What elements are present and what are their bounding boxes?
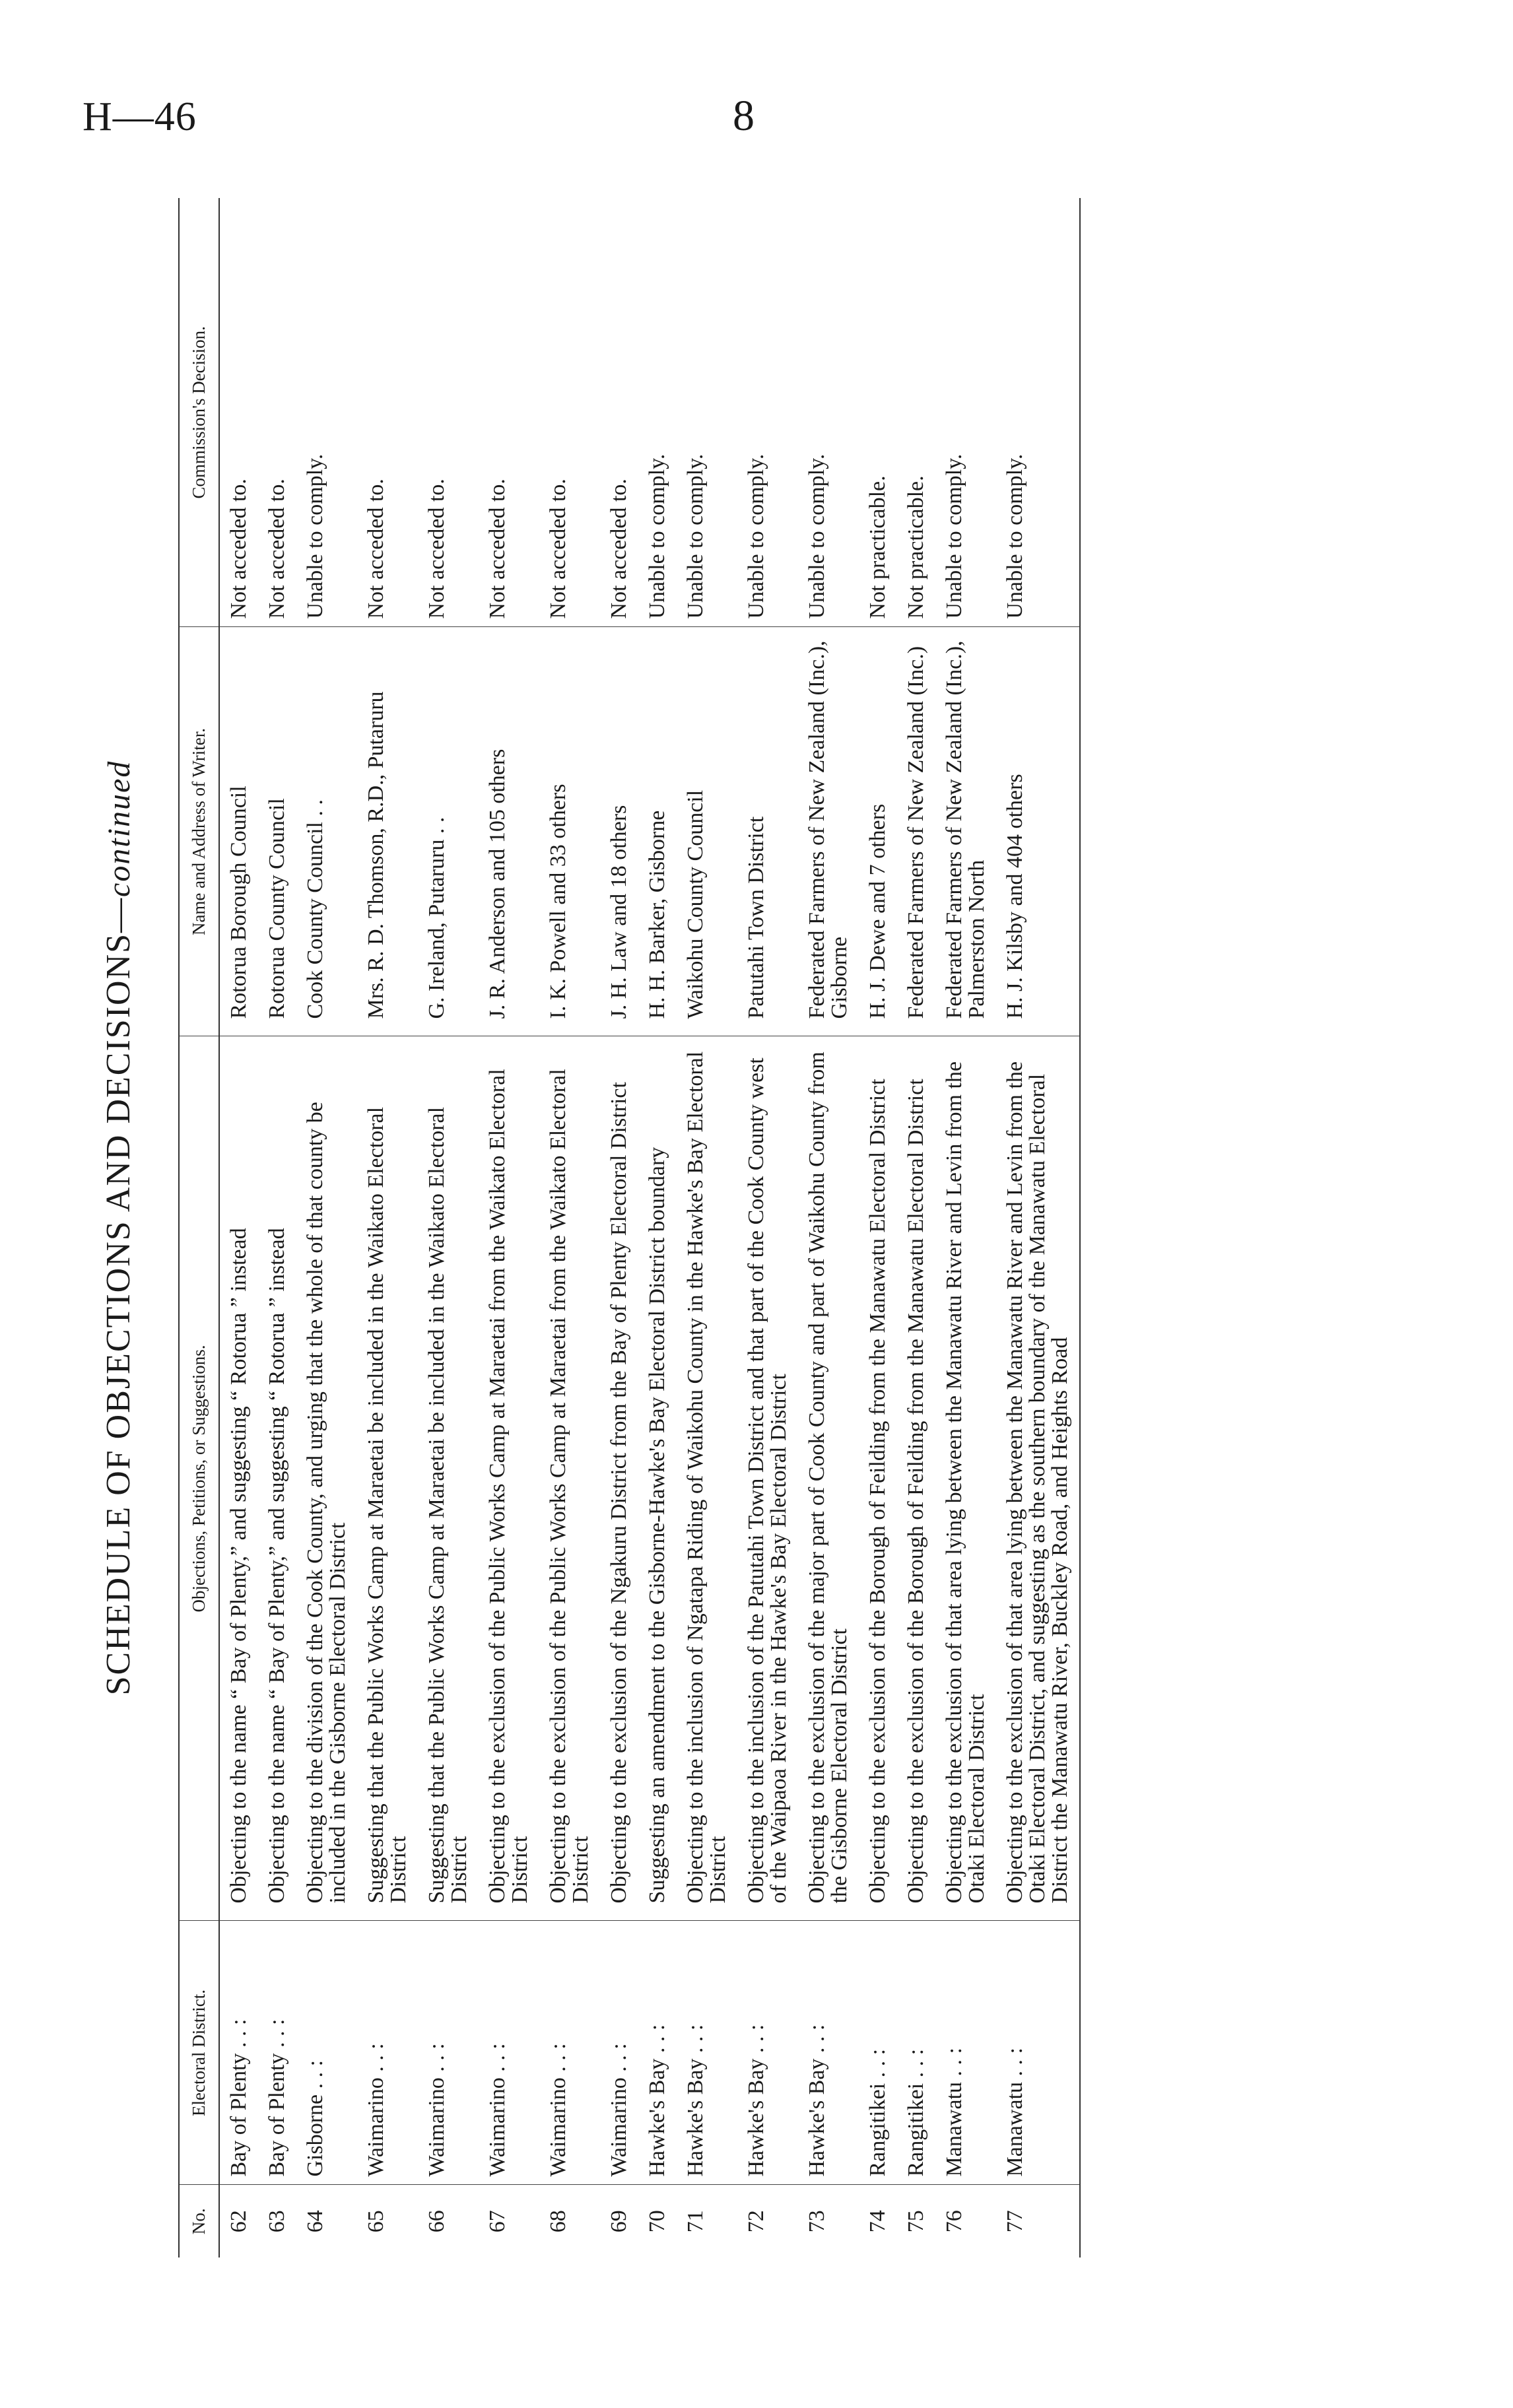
cell-no: 75 [904,2210,928,2233]
cell-district: Bay of Plenty . . : [258,1921,296,2185]
table-body [219,198,1080,2258]
cell-objection: Suggesting that the Public Works Camp at Maraetai be included in the Waikato Electoral District [418,1036,479,1921]
cell-no: 67 [485,2210,510,2233]
table-row [798,198,859,2258]
cell-district: Hawke's Bay . . : [798,1921,859,2185]
cell-no: 65 [364,2210,388,2233]
cell-district: Manawatu . . : [996,1921,1080,2185]
cell-objection: Objecting to the division of the Cook County, and urging that the whole of that county be included in the Gisborne Electoral District [296,1036,357,1921]
column-header-no: No. [179,2185,219,2258]
cell-writer: Federated Farmers of New Zealand (Inc.), Gisborne [798,627,859,1036]
cell-no: 72 [744,2210,768,2233]
cell-writer: Cook County Council . . [296,627,357,1036]
table-row [677,198,737,2258]
document-code: H—46 [83,94,197,139]
column-header-writer: Name and Address of Writer. [179,627,219,1036]
cell-writer: G. Ireland, Putaruru . . [418,627,479,1036]
cell-district: Waimarino . . : [418,1921,479,2185]
table-header-row [179,198,219,2258]
cell-decision: Not practicable. [897,198,935,627]
cell-district: Waimarino . . : [357,1921,418,2185]
cell-decision: Unable to comply. [935,198,996,627]
cell-objection: Suggesting an amendment to the Gisborne-Hawke's Bay Electoral District boundary [638,1036,677,1921]
table-row [296,198,357,2258]
cell-objection: Objecting to the exclusion of the Borough of Feilding from the Manawatu Electoral District [897,1036,935,1921]
schedule-title [99,198,138,2258]
column-header-decision: Commission's Decision. [179,198,219,627]
table-row [897,198,935,2258]
table-row [357,198,418,2258]
cell-objection: Suggesting that the Public Works Camp at Maraetai be included in the Waikato Electoral District [357,1036,418,1921]
cell-decision: Unable to comply. [677,198,737,627]
cell-decision: Not acceded to. [539,198,600,627]
cell-district: Hawke's Bay . . : [638,1921,677,2185]
cell-objection: Objecting to the inclusion of Ngatapa Riding of Waikohu County in the Hawke's Bay Electoral District [677,1036,737,1921]
cell-no: 63 [265,2210,289,2233]
cell-district: Hawke's Bay . . : [737,1921,798,2185]
cell-district: Waimarino . . : [479,1921,539,2185]
cell-writer: Federated Farmers of New Zealand (Inc.) [897,627,935,1036]
cell-writer: Patutahi Town District [737,627,798,1036]
cell-writer: J. H. Law and 18 others [600,627,638,1036]
cell-no: 69 [607,2210,631,2233]
cell-decision: Unable to comply. [798,198,859,627]
cell-district: Waimarino . . : [600,1921,638,2185]
cell-no: 70 [645,2210,669,2233]
cell-writer: H. J. Kilsby and 404 others [996,627,1080,1036]
cell-writer: Rotorua Borough Council [219,627,258,1036]
table-row [600,198,638,2258]
cell-writer: H. H. Barker, Gisborne [638,627,677,1036]
schedule-table-wrap [178,198,1081,2258]
cell-objection: Objecting to the exclusion of the Public Works Camp at Maraetai from the Waikato Electoral District [539,1036,600,1921]
cell-objection: Objecting to the name “ Bay of Plenty,” and suggesting “ Rotorua ” instead [219,1036,258,1921]
cell-decision: Unable to comply. [638,198,677,627]
schedule-title-main: SCHEDULE OF OBJECTIONS AND DECISIONS— [100,896,137,1696]
cell-writer: I. K. Powell and 33 others [539,627,600,1036]
cell-decision: Not acceded to. [219,198,258,627]
cell-no: 77 [996,2185,1080,2258]
cell-objection: Objecting to the name “ Bay of Plenty,” and suggesting “ Rotorua ” instead [258,1036,296,1921]
page-number: 8 [733,92,755,140]
cell-no: 76 [942,2210,966,2233]
cell-district: Waimarino . . : [539,1921,600,2185]
cell-objection: Objecting to the inclusion of the Patutahi Town District and that part of the Cook County west of the Waipaoa River in the Hawke's Bay Electoral District [737,1036,798,1921]
cell-no: 74 [865,2210,890,2233]
cell-district: Rangitikei . . : [859,1921,897,2185]
cell-writer: Waikohu County Council [677,627,737,1036]
cell-objection: Objecting to the exclusion of the major part of Cook County and part of Waikohu County from the Gisborne Electoral District [798,1036,859,1921]
table-row [859,198,897,2258]
table-row [418,198,479,2258]
cell-objection: Objecting to the exclusion of that area lying between the Manawatu River and Levin from the Otaki Electoral District [935,1036,996,1921]
cell-decision: Not acceded to. [600,198,638,627]
table-row [737,198,798,2258]
cell-objection: Objecting to the exclusion of that area lying between the Manawatu River and Levin from the Otaki Electoral District, and suggesting as the southern boundary of the Manawatu Electoral District the Manawatu River, Buckley Road, and Heights Road [996,1036,1080,1921]
cell-writer: Rotorua County Council [258,627,296,1036]
cell-no: 68 [546,2210,570,2233]
cell-district: Hawke's Bay . . : [677,1921,737,2185]
column-header-district: Electoral District. [179,1921,219,2185]
cell-decision: Unable to comply. [996,198,1080,627]
table-row [539,198,600,2258]
cell-decision: Not acceded to. [418,198,479,627]
table-row [935,198,996,2258]
cell-district: Rangitikei . . : [897,1921,935,2185]
table-row [479,198,539,2258]
table-row [638,198,677,2258]
cell-writer: Federated Farmers of New Zealand (Inc.), Palmerston North [935,627,996,1036]
cell-objection: Objecting to the exclusion of the Ngakuru District from the Bay of Plenty Electoral District [600,1036,638,1921]
cell-writer: J. R. Anderson and 105 others [479,627,539,1036]
cell-no: 62 [226,2210,251,2233]
cell-no: 71 [683,2210,708,2233]
table-row [219,198,258,2258]
cell-district: Gisborne . . : [296,1921,357,2185]
cell-decision: Not acceded to. [479,198,539,627]
cell-objection: Objecting to the exclusion of the Borough of Feilding from the Manawatu Electoral District [859,1036,897,1921]
cell-no: 64 [303,2210,327,2233]
cell-no: 66 [424,2210,449,2233]
cell-decision: Not practicable. [859,198,897,627]
rotated-schedule [79,198,1333,2258]
schedule-title-suffix: continued [102,760,137,897]
cell-district: Bay of Plenty . . : [219,1921,258,2185]
cell-decision: Not acceded to. [258,198,296,627]
cell-decision: Not acceded to. [357,198,418,627]
schedule-table [178,198,1081,2258]
cell-writer: Mrs. R. D. Thomson, R.D., Putaruru [357,627,418,1036]
cell-decision: Unable to comply. [737,198,798,627]
table-row [996,198,1080,2258]
column-header-objections: Objections, Petitions, or Suggestions. [179,1036,219,1921]
cell-objection: Objecting to the exclusion of the Public Works Camp at Maraetai from the Waikato Electoral District [479,1036,539,1921]
cell-decision: Unable to comply. [296,198,357,627]
table-row [258,198,296,2258]
cell-no: 73 [805,2210,829,2233]
cell-writer: H. J. Dewe and 7 others [859,627,897,1036]
cell-district: Manawatu . . : [935,1921,996,2185]
